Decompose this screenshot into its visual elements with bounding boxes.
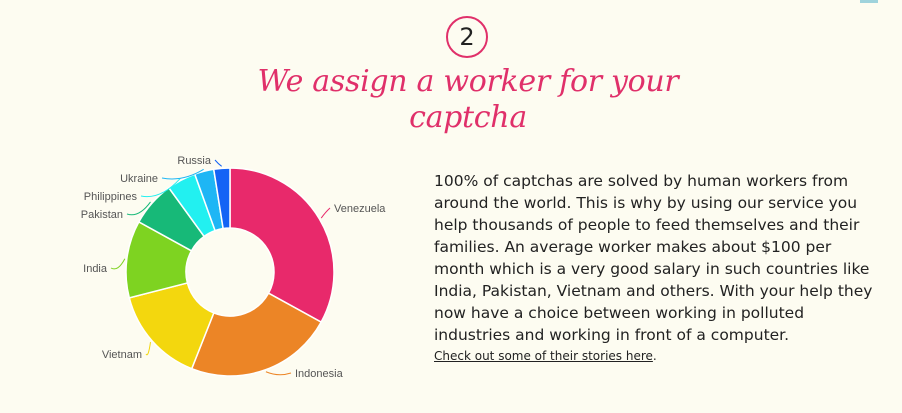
stories-line	[434, 349, 657, 363]
slice-venezuela[interactable]	[230, 168, 334, 322]
leader-indonesia	[266, 372, 291, 375]
label-vietnam: Vietnam	[101, 349, 142, 361]
step-number: 2	[459, 23, 475, 51]
heading-line-2: captcha	[409, 100, 527, 135]
worker-country-donut-chart	[0, 140, 420, 400]
stories-link[interactable]: Check out some of their stories here	[434, 349, 653, 363]
leader-india	[111, 259, 125, 269]
label-russia: Russia	[177, 155, 211, 167]
corner-mark	[860, 0, 878, 3]
leader-vietnam	[146, 342, 150, 355]
label-ukraine: Ukraine	[120, 173, 158, 185]
section-heading	[250, 64, 686, 136]
label-pakistan: Pakistan	[80, 209, 123, 221]
stories-trailing-punctuation: .	[652, 349, 657, 363]
step-number-badge	[446, 16, 488, 58]
description-text: 100% of captchas are solved by human workers from around the world. This is why by using our service you help thousands of people to feed themselves and their families. An average worker makes about $100 per month which is a very good salary in such countries like India, Pakistan, Vietnam and others. With your help they now have a choice between working in polluted industries and working in front of a computer.	[434, 172, 873, 344]
heading-line-1: We assign a worker for your	[257, 64, 679, 99]
donut-chart-svg	[0, 140, 420, 400]
leader-russia	[215, 160, 222, 166]
label-philippines: Philippines	[83, 191, 137, 203]
label-venezuela: Venezuela	[334, 203, 386, 215]
label-india: India	[83, 263, 107, 275]
leader-venezuela	[321, 208, 330, 218]
label-indonesia: Indonesia	[295, 368, 343, 380]
